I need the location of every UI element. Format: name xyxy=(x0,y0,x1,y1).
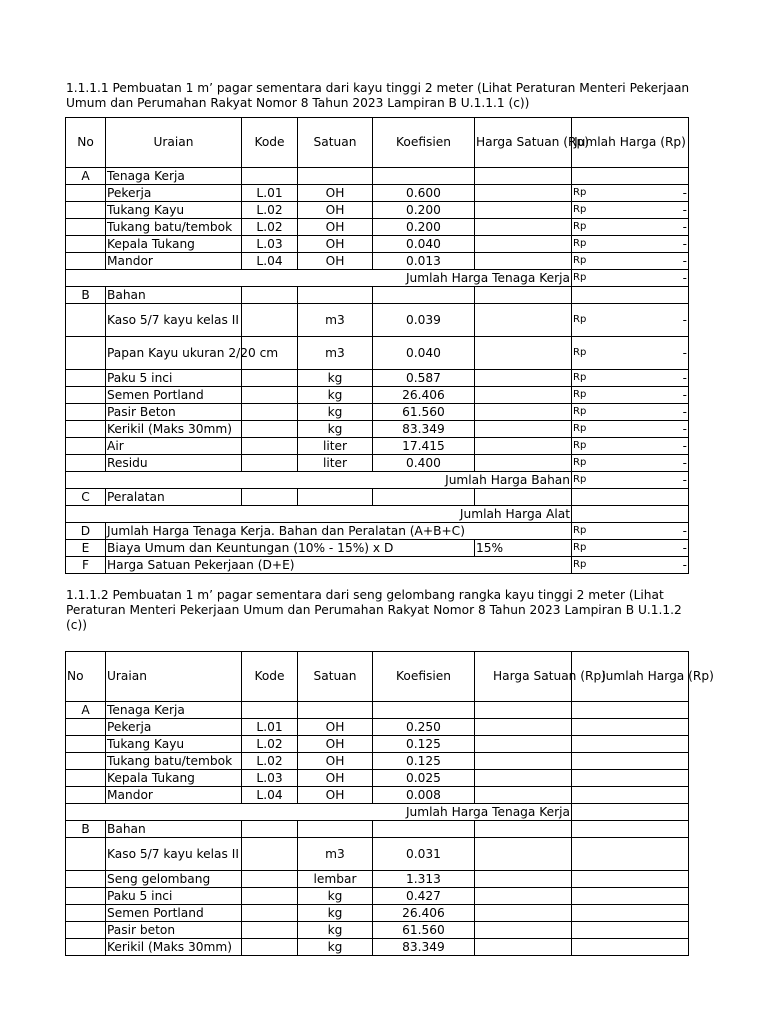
item-koefisien: 1.313 xyxy=(373,871,475,888)
table-row xyxy=(66,304,689,337)
row-f xyxy=(66,557,689,574)
row-label: Harga Satuan Pekerjaan (D+E) xyxy=(106,557,572,574)
item-satuan: kg xyxy=(298,387,373,404)
row-no xyxy=(66,438,106,455)
item-koefisien: 61.560 xyxy=(373,922,475,939)
table-row xyxy=(66,888,689,905)
item-kode xyxy=(242,370,298,387)
table-row xyxy=(66,753,689,770)
group-label: Bahan xyxy=(106,821,242,838)
group-label: Tenaga Kerja xyxy=(106,702,242,719)
item-kode xyxy=(242,888,298,905)
item-harga-satuan xyxy=(475,455,572,472)
item-kode xyxy=(242,404,298,421)
item-kode xyxy=(242,455,298,472)
header-satuan: Satuan xyxy=(298,118,373,168)
item-kode: L.03 xyxy=(242,236,298,253)
item-kode: L.02 xyxy=(242,753,298,770)
item-jumlah xyxy=(572,939,689,956)
table-row xyxy=(66,236,689,253)
item-harga-satuan xyxy=(475,185,572,202)
rp-label: Rp xyxy=(573,542,587,553)
jumlah-value: - xyxy=(682,346,687,360)
item-satuan: kg xyxy=(298,370,373,387)
item-satuan: kg xyxy=(298,939,373,956)
row-no xyxy=(66,387,106,404)
header-kode: Kode xyxy=(242,118,298,168)
group-no: A xyxy=(66,702,106,719)
rp-label: Rp xyxy=(573,559,587,570)
subtotal-label: Jumlah Harga Alat xyxy=(66,506,572,523)
row-no: E xyxy=(66,540,106,557)
item-koefisien: 0.008 xyxy=(373,787,475,804)
group-row-b xyxy=(66,287,689,304)
jumlah-value: - xyxy=(682,541,687,555)
item-jumlah xyxy=(572,370,689,387)
item-kode xyxy=(242,421,298,438)
item-harga-satuan xyxy=(475,438,572,455)
row-no xyxy=(66,370,106,387)
item-koefisien: 0.250 xyxy=(373,719,475,736)
rp-label: Rp xyxy=(573,187,587,198)
item-jumlah xyxy=(572,455,689,472)
row-no xyxy=(66,770,106,787)
header-no: No xyxy=(66,118,106,168)
table-row xyxy=(66,421,689,438)
item-jumlah xyxy=(572,185,689,202)
item-jumlah xyxy=(572,905,689,922)
item-satuan: OH xyxy=(298,753,373,770)
table-row xyxy=(66,838,689,871)
subtotal-label: Jumlah Harga Bahan xyxy=(66,472,572,489)
group-row-a xyxy=(66,168,689,185)
subtotal-row-materials xyxy=(66,472,689,489)
item-satuan: OH xyxy=(298,219,373,236)
subtotal-row-labor xyxy=(66,270,689,287)
jumlah-cell xyxy=(572,523,689,540)
rp-label: Rp xyxy=(573,457,587,468)
item-jumlah xyxy=(572,871,689,888)
item-koefisien: 0.427 xyxy=(373,888,475,905)
item-satuan: kg xyxy=(298,404,373,421)
section2-title: 1.1.1.2 Pembuatan 1 m’ pagar sementara dari seng gelombang rangka kayu tinggi 2 meter (Lihat Peraturan Menteri Pekerjaan Umum dan Perumahan Rakyat Nomor 8 Tahun 2023 Lampiran B U.1.1.2 (c)) xyxy=(66,588,682,632)
item-uraian: Pasir beton xyxy=(106,922,242,939)
jumlah-value: - xyxy=(682,220,687,234)
item-harga-satuan xyxy=(475,905,572,922)
item-uraian: Tukang Kayu xyxy=(106,736,242,753)
item-uraian: Seng gelombang xyxy=(106,871,242,888)
item-koefisien: 83.349 xyxy=(373,421,475,438)
item-jumlah xyxy=(572,387,689,404)
item-jumlah xyxy=(572,337,689,370)
item-kode xyxy=(242,905,298,922)
row-no xyxy=(66,455,106,472)
row-e xyxy=(66,540,689,557)
jumlah-value: - xyxy=(682,388,687,402)
item-harga-satuan xyxy=(475,421,572,438)
item-harga-satuan xyxy=(475,770,572,787)
rp-label: Rp xyxy=(573,389,587,400)
item-kode xyxy=(242,438,298,455)
item-kode: L.02 xyxy=(242,202,298,219)
table-row xyxy=(66,770,689,787)
row-no xyxy=(66,236,106,253)
item-koefisien: 0.025 xyxy=(373,770,475,787)
item-harga-satuan xyxy=(475,202,572,219)
subtotal-row-labor xyxy=(66,804,689,821)
item-satuan: m3 xyxy=(298,337,373,370)
item-uraian: Mandor xyxy=(106,787,242,804)
jumlah-value: - xyxy=(682,203,687,217)
header-jumlah-harga: Jumlah Harga (Rp) xyxy=(572,652,689,702)
table-row xyxy=(66,219,689,236)
jumlah-value: - xyxy=(682,558,687,572)
item-uraian: Tukang batu/tembok xyxy=(106,219,242,236)
item-uraian: Semen Portland xyxy=(106,387,242,404)
item-kode: L.04 xyxy=(242,253,298,270)
jumlah-value: - xyxy=(682,405,687,419)
table-row xyxy=(66,736,689,753)
item-harga-satuan xyxy=(475,370,572,387)
header-row xyxy=(66,652,689,702)
jumlah-value: - xyxy=(682,473,687,487)
item-koefisien: 0.040 xyxy=(373,337,475,370)
item-jumlah xyxy=(572,719,689,736)
item-koefisien: 17.415 xyxy=(373,438,475,455)
header-harga-satuan: Harga Satuan (Rp) xyxy=(475,118,572,168)
jumlah-cell xyxy=(572,557,689,574)
jumlah-value: - xyxy=(682,271,687,285)
item-koefisien: 0.200 xyxy=(373,219,475,236)
row-no xyxy=(66,202,106,219)
item-uraian: Kerikil (Maks 30mm) xyxy=(106,421,242,438)
table-row xyxy=(66,787,689,804)
item-koefisien: 0.587 xyxy=(373,370,475,387)
item-jumlah xyxy=(572,236,689,253)
item-uraian: Pasir Beton xyxy=(106,404,242,421)
item-jumlah xyxy=(572,438,689,455)
table-row xyxy=(66,387,689,404)
item-uraian: Paku 5 inci xyxy=(106,370,242,387)
row-no xyxy=(66,719,106,736)
item-satuan: OH xyxy=(298,719,373,736)
item-uraian: Tukang Kayu xyxy=(106,202,242,219)
row-no xyxy=(66,922,106,939)
item-harga-satuan xyxy=(475,922,572,939)
section2-table xyxy=(65,651,714,956)
rp-label: Rp xyxy=(573,474,587,485)
row-no xyxy=(66,905,106,922)
item-satuan: liter xyxy=(298,438,373,455)
header-no: No xyxy=(66,652,106,702)
jumlah-value: - xyxy=(682,313,687,327)
item-uraian: Kaso 5/7 kayu kelas II xyxy=(106,838,242,871)
item-kode xyxy=(242,387,298,404)
item-uraian: Air xyxy=(106,438,242,455)
item-satuan: liter xyxy=(298,455,373,472)
item-satuan: OH xyxy=(298,236,373,253)
item-kode xyxy=(242,939,298,956)
subtotal-label: Jumlah Harga Tenaga Kerja xyxy=(66,270,572,287)
item-harga-satuan xyxy=(475,253,572,270)
row-no xyxy=(66,304,106,337)
item-harga-satuan xyxy=(475,719,572,736)
item-koefisien: 0.400 xyxy=(373,455,475,472)
item-satuan: kg xyxy=(298,905,373,922)
item-harga-satuan xyxy=(475,387,572,404)
jumlah-value: - xyxy=(682,456,687,470)
header-row xyxy=(66,118,689,168)
rp-label: Rp xyxy=(573,238,587,249)
rp-label: Rp xyxy=(573,372,587,383)
item-koefisien: 0.031 xyxy=(373,838,475,871)
header-uraian: Uraian xyxy=(106,652,242,702)
row-no xyxy=(66,337,106,370)
item-satuan: kg xyxy=(298,421,373,438)
item-harga-satuan xyxy=(475,304,572,337)
group-no: B xyxy=(66,287,106,304)
jumlah-value: - xyxy=(682,371,687,385)
item-jumlah xyxy=(572,404,689,421)
item-koefisien: 0.040 xyxy=(373,236,475,253)
table-row xyxy=(66,939,689,956)
item-harga-satuan xyxy=(475,236,572,253)
table-row xyxy=(66,438,689,455)
item-koefisien: 83.349 xyxy=(373,939,475,956)
table-row xyxy=(66,202,689,219)
item-uraian: Kaso 5/7 kayu kelas II xyxy=(106,304,242,337)
table-row xyxy=(66,922,689,939)
table-row xyxy=(66,185,689,202)
rp-label: Rp xyxy=(573,525,587,536)
item-harga-satuan xyxy=(475,736,572,753)
table-row xyxy=(66,905,689,922)
row-label: Biaya Umum dan Keuntungan (10% - 15%) x D xyxy=(106,540,475,557)
item-jumlah xyxy=(572,736,689,753)
group-label: Peralatan xyxy=(106,489,242,506)
item-kode: L.02 xyxy=(242,736,298,753)
table-row xyxy=(66,253,689,270)
rp-label: Rp xyxy=(573,272,587,283)
item-uraian: Kerikil (Maks 30mm) xyxy=(106,939,242,956)
item-satuan: m3 xyxy=(298,304,373,337)
header-jumlah-harga: Jumlah Harga (Rp) xyxy=(572,118,689,168)
item-uraian: Papan Kayu ukuran 2/20 cm xyxy=(106,337,242,370)
item-harga-satuan xyxy=(475,753,572,770)
item-satuan: OH xyxy=(298,202,373,219)
group-no: A xyxy=(66,168,106,185)
item-koefisien: 0.600 xyxy=(373,185,475,202)
row-d xyxy=(66,523,689,540)
item-satuan: kg xyxy=(298,888,373,905)
item-koefisien: 0.200 xyxy=(373,202,475,219)
item-kode xyxy=(242,871,298,888)
table-row xyxy=(66,337,689,370)
jumlah-cell xyxy=(572,270,689,287)
subtotal-label: Jumlah Harga Tenaga Kerja xyxy=(66,804,572,821)
item-harga-satuan xyxy=(475,404,572,421)
item-jumlah xyxy=(572,202,689,219)
group-no: B xyxy=(66,821,106,838)
item-kode xyxy=(242,304,298,337)
item-harga-satuan xyxy=(475,219,572,236)
header-kode: Kode xyxy=(242,652,298,702)
header-koefisien: Koefisien xyxy=(373,652,475,702)
header-harga-satuan: Harga Satuan (Rp) xyxy=(475,652,572,702)
header-satuan: Satuan xyxy=(298,652,373,702)
item-satuan: OH xyxy=(298,253,373,270)
group-label: Tenaga Kerja xyxy=(106,168,242,185)
row-no xyxy=(66,421,106,438)
item-satuan: kg xyxy=(298,922,373,939)
row-no xyxy=(66,838,106,871)
jumlah-cell xyxy=(572,472,689,489)
item-jumlah xyxy=(572,421,689,438)
rp-label: Rp xyxy=(573,347,587,358)
group-row-a xyxy=(66,702,689,719)
item-koefisien: 61.560 xyxy=(373,404,475,421)
rp-label: Rp xyxy=(573,406,587,417)
item-satuan: OH xyxy=(298,736,373,753)
item-harga-satuan xyxy=(475,871,572,888)
group-row-c xyxy=(66,489,689,506)
item-jumlah xyxy=(572,304,689,337)
item-kode xyxy=(242,922,298,939)
row-label: Jumlah Harga Tenaga Kerja. Bahan dan Peralatan (A+B+C) xyxy=(106,523,572,540)
group-no: C xyxy=(66,489,106,506)
item-uraian: Paku 5 inci xyxy=(106,888,242,905)
rp-label: Rp xyxy=(573,221,587,232)
item-harga-satuan xyxy=(475,337,572,370)
row-no xyxy=(66,185,106,202)
jumlah-value: - xyxy=(682,186,687,200)
item-koefisien: 0.125 xyxy=(373,736,475,753)
item-satuan: m3 xyxy=(298,838,373,871)
item-kode: L.04 xyxy=(242,787,298,804)
row-no xyxy=(66,753,106,770)
item-harga-satuan xyxy=(475,787,572,804)
item-harga-satuan xyxy=(475,838,572,871)
row-no xyxy=(66,888,106,905)
row-no xyxy=(66,219,106,236)
item-jumlah xyxy=(572,219,689,236)
jumlah-value: - xyxy=(682,439,687,453)
jumlah-value: - xyxy=(682,422,687,436)
header-koefisien: Koefisien xyxy=(373,118,475,168)
row-no xyxy=(66,253,106,270)
table-row xyxy=(66,370,689,387)
rp-label: Rp xyxy=(573,440,587,451)
item-satuan: lembar xyxy=(298,871,373,888)
jumlah-value: - xyxy=(682,524,687,538)
jumlah-value: - xyxy=(682,254,687,268)
row-no xyxy=(66,404,106,421)
item-satuan: OH xyxy=(298,787,373,804)
item-kode: L.01 xyxy=(242,185,298,202)
item-uraian: Pekerja xyxy=(106,185,242,202)
table-row xyxy=(66,871,689,888)
table-row xyxy=(66,404,689,421)
item-jumlah xyxy=(572,888,689,905)
item-kode: L.01 xyxy=(242,719,298,736)
rp-label: Rp xyxy=(573,423,587,434)
item-koefisien: 26.406 xyxy=(373,387,475,404)
item-satuan: OH xyxy=(298,185,373,202)
row-no: F xyxy=(66,557,106,574)
item-uraian: Kepala Tukang xyxy=(106,770,242,787)
item-jumlah xyxy=(572,787,689,804)
item-kode: L.02 xyxy=(242,219,298,236)
rp-label: Rp xyxy=(573,314,587,325)
jumlah-cell xyxy=(572,540,689,557)
item-jumlah xyxy=(572,753,689,770)
section1-title: 1.1.1.1 Pembuatan 1 m’ pagar sementara dari kayu tinggi 2 meter (Lihat Peraturan Menteri Pekerjaan Umum dan Perumahan Rakyat Nomor 8 Tahun 2023 Lampiran B U.1.1.1 (c)) xyxy=(66,81,690,110)
item-jumlah xyxy=(572,253,689,270)
item-kode: L.03 xyxy=(242,770,298,787)
item-uraian: Tukang batu/tembok xyxy=(106,753,242,770)
row-no xyxy=(66,871,106,888)
row-no xyxy=(66,787,106,804)
group-row-b xyxy=(66,821,689,838)
item-koefisien: 0.039 xyxy=(373,304,475,337)
rp-label: Rp xyxy=(573,204,587,215)
item-uraian: Kepala Tukang xyxy=(106,236,242,253)
item-kode xyxy=(242,838,298,871)
rp-label: Rp xyxy=(573,255,587,266)
item-uraian: Mandor xyxy=(106,253,242,270)
item-harga-satuan xyxy=(475,939,572,956)
row-no: D xyxy=(66,523,106,540)
item-satuan: OH xyxy=(298,770,373,787)
item-harga-satuan xyxy=(475,888,572,905)
item-uraian: Pekerja xyxy=(106,719,242,736)
item-uraian: Semen Portland xyxy=(106,905,242,922)
group-label: Bahan xyxy=(106,287,242,304)
row-no xyxy=(66,939,106,956)
item-jumlah xyxy=(572,922,689,939)
header-uraian: Uraian xyxy=(106,118,242,168)
section1-table xyxy=(65,117,689,574)
item-koefisien: 0.125 xyxy=(373,753,475,770)
table-row xyxy=(66,455,689,472)
item-koefisien: 26.406 xyxy=(373,905,475,922)
item-uraian: Residu xyxy=(106,455,242,472)
item-koefisien: 0.013 xyxy=(373,253,475,270)
subtotal-row-tools xyxy=(66,506,689,523)
item-jumlah xyxy=(572,770,689,787)
percent-value: 15% xyxy=(475,540,572,557)
row-no xyxy=(66,736,106,753)
jumlah-value: - xyxy=(682,237,687,251)
table-row xyxy=(66,719,689,736)
item-jumlah xyxy=(572,838,689,871)
